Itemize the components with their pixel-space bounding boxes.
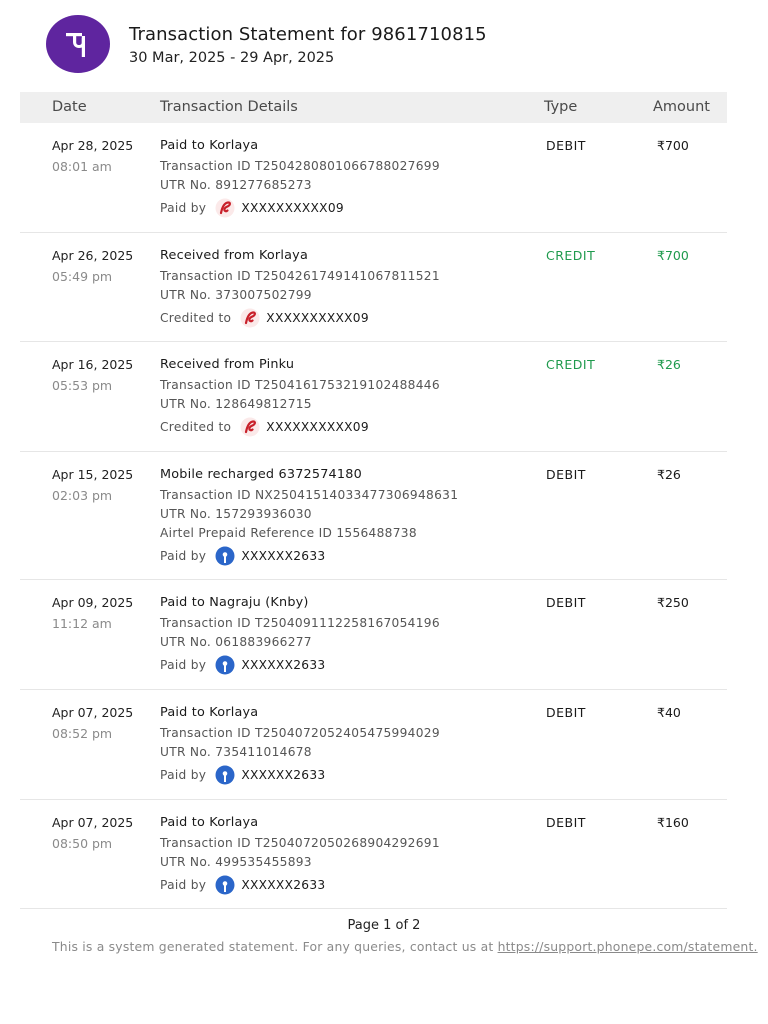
column-header-amount: Amount [653, 99, 710, 115]
row-type: CREDIT [546, 248, 596, 263]
row-time: 05:49 pm [52, 269, 113, 284]
phonepe-logo-icon [58, 24, 98, 64]
row-amount: ₹26 [657, 467, 681, 482]
row-title: Mobile recharged 6372574180 [160, 467, 362, 482]
row-payment-source [160, 197, 540, 219]
row-date: Apr 26, 2025 [52, 248, 134, 263]
row-pay-label: Paid by [160, 768, 207, 782]
row-type: CREDIT [546, 357, 596, 372]
row-type: DEBIT [546, 138, 586, 153]
sbi-bank-icon [215, 765, 235, 785]
row-pay-label: Paid by [160, 878, 207, 892]
row-time: 05:53 pm [52, 378, 113, 393]
row-date: Apr 15, 2025 [52, 467, 134, 482]
row-transaction-id: Transaction ID T2504280801066788027699 [160, 159, 440, 173]
row-details [160, 595, 540, 676]
row-account: XXXXXXXXXX09 [241, 201, 344, 215]
row-payment-source [160, 764, 540, 786]
row-time: 08:50 pm [52, 836, 113, 851]
row-payment-source [160, 874, 540, 896]
row-transaction-id: Transaction ID T2504161753219102488446 [160, 378, 440, 392]
row-time: 02:03 pm [52, 488, 113, 503]
row-amount: ₹700 [657, 138, 689, 153]
row-details [160, 248, 540, 329]
row-payment-source [160, 416, 540, 438]
row-amount: ₹160 [657, 815, 689, 830]
table-row [20, 580, 727, 690]
sbi-bank-icon [215, 546, 235, 566]
statement-title: Transaction Statement for 9861710815 [129, 24, 487, 45]
row-pay-label: Credited to [160, 420, 232, 434]
row-type: DEBIT [546, 815, 586, 830]
table-row [20, 800, 727, 909]
row-utr: UTR No. 891277685273 [160, 178, 312, 192]
row-account: XXXXXXXXXX09 [266, 420, 369, 434]
row-amount: ₹40 [657, 705, 681, 720]
footer-note [52, 939, 758, 954]
table-row [20, 123, 727, 233]
table-header [20, 92, 727, 123]
row-details [160, 138, 540, 219]
row-account: XXXXXX2633 [241, 658, 326, 672]
row-type: DEBIT [546, 595, 586, 610]
row-title: Paid to Korlaya [160, 705, 259, 720]
row-amount: ₹700 [657, 248, 689, 263]
row-time: 11:12 am [52, 616, 112, 631]
footer-note-text: This is a system generated statement. For any queries, contact us at [52, 939, 498, 954]
row-date: Apr 28, 2025 [52, 138, 134, 153]
row-transaction-id: Transaction ID T2504091112258167054196 [160, 616, 440, 630]
row-utr: UTR No. 061883966277 [160, 635, 312, 649]
row-time: 08:01 am [52, 159, 112, 174]
row-utr: UTR No. 735411014678 [160, 745, 312, 759]
airtel-bank-icon [215, 198, 235, 218]
airtel-bank-icon [240, 417, 260, 437]
row-account: XXXXXX2633 [241, 878, 326, 892]
row-title: Paid to Korlaya [160, 138, 259, 153]
row-title: Received from Korlaya [160, 248, 308, 263]
row-details [160, 705, 540, 786]
row-transaction-id: Transaction ID T2504261749141067811521 [160, 269, 440, 283]
statement-period: 30 Mar, 2025 - 29 Apr, 2025 [129, 50, 335, 66]
page-indicator: Page 1 of 2 [347, 918, 421, 933]
row-transaction-id: Transaction ID NX25041514033477306948631 [160, 488, 459, 502]
support-link[interactable]: https://support.phonepe.com/statement. [497, 939, 758, 954]
row-details [160, 357, 540, 438]
row-time: 08:52 pm [52, 726, 113, 741]
row-amount: ₹250 [657, 595, 689, 610]
row-pay-label: Paid by [160, 549, 207, 563]
row-date: Apr 07, 2025 [52, 815, 134, 830]
row-pay-label: Paid by [160, 658, 207, 672]
row-payment-source [160, 654, 540, 676]
row-account: XXXXXX2633 [241, 768, 326, 782]
row-date: Apr 09, 2025 [52, 595, 134, 610]
sbi-bank-icon [215, 875, 235, 895]
row-details [160, 467, 540, 567]
row-transaction-id: Transaction ID T2504072050268904292691 [160, 836, 440, 850]
transaction-table [20, 123, 727, 909]
row-title: Paid to Korlaya [160, 815, 259, 830]
row-payment-source [160, 545, 540, 567]
column-header-details: Transaction Details [160, 99, 298, 115]
row-type: DEBIT [546, 467, 586, 482]
row-utr: UTR No. 128649812715 [160, 397, 312, 411]
airtel-bank-icon [240, 308, 260, 328]
row-pay-label: Credited to [160, 311, 232, 325]
column-header-type: Type [544, 99, 578, 115]
row-date: Apr 16, 2025 [52, 357, 134, 372]
row-title: Paid to Nagraju (Knby) [160, 595, 309, 610]
row-utr: UTR No. 499535455893 [160, 855, 312, 869]
row-reference-id: Airtel Prepaid Reference ID 1556488738 [160, 526, 417, 540]
phonepe-logo [46, 15, 110, 73]
row-transaction-id: Transaction ID T2504072052405475994029 [160, 726, 440, 740]
table-row [20, 233, 727, 342]
row-account: XXXXXX2633 [241, 549, 326, 563]
row-date: Apr 07, 2025 [52, 705, 134, 720]
row-utr: UTR No. 157293936030 [160, 507, 312, 521]
row-type: DEBIT [546, 705, 586, 720]
sbi-bank-icon [215, 655, 235, 675]
table-row [20, 690, 727, 800]
row-amount: ₹26 [657, 357, 681, 372]
row-utr: UTR No. 373007502799 [160, 288, 312, 302]
table-row [20, 342, 727, 452]
row-pay-label: Paid by [160, 201, 207, 215]
column-header-date: Date [52, 99, 87, 115]
row-title: Received from Pinku [160, 357, 295, 372]
table-row [20, 452, 727, 580]
row-account: XXXXXXXXXX09 [266, 311, 369, 325]
row-details [160, 815, 540, 896]
row-payment-source [160, 307, 540, 329]
